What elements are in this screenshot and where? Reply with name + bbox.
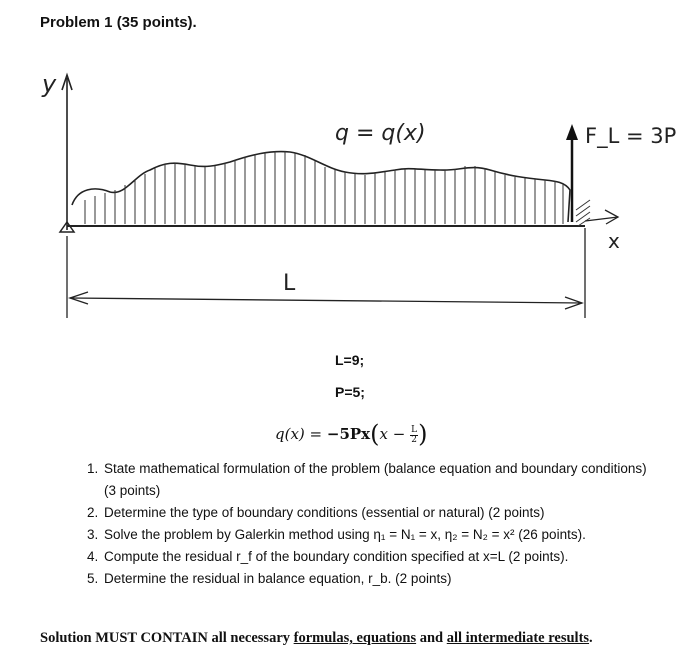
y-axis-label: y — [42, 70, 57, 98]
formula-x: x — [379, 425, 388, 443]
load-hatching — [85, 151, 563, 224]
end-force-arrowhead — [566, 124, 578, 140]
x-axis-label: x — [608, 229, 620, 253]
footer-suffix: . — [589, 630, 593, 646]
fraction-numerator: L — [411, 424, 418, 435]
footer-results: all intermediate results — [446, 630, 590, 646]
solution-requirement — [40, 630, 593, 647]
load-formula — [275, 420, 427, 448]
force-label: F_L = 3P — [585, 124, 677, 148]
param-force: P=5; — [335, 384, 365, 400]
problem-title: Problem 1 (35 points). — [40, 14, 197, 31]
dimension-line — [70, 298, 582, 303]
formula-minus: − — [392, 425, 406, 443]
task-item: 4. Compute the residual r_f of the boundary condition specified at x=L (2 points). — [102, 546, 662, 568]
task-item: 3. Solve the problem by Galerkin method using η₁ = N₁ = x, η₂ = N₂ = x² (26 points). — [102, 524, 662, 546]
task-item: 2. Determine the type of boundary conditions (essential or natural) (2 points) — [102, 502, 662, 524]
task-item: 1. State mathematical formulation of the problem (balance equation and boundary conditions) (3 points) — [102, 458, 662, 502]
task-list — [80, 458, 662, 590]
formula-coeff: −5Px — [326, 425, 371, 443]
fraction-denominator: 2 — [411, 434, 417, 445]
end-hatching — [576, 200, 590, 226]
task-item: 5. Determine the residual in balance equation, r_b. (2 points) — [102, 568, 662, 590]
param-length: L=9; — [335, 352, 365, 368]
load-label: q = q(x) — [335, 121, 426, 146]
footer-mid: and — [416, 630, 447, 646]
formula-paren-open: ( — [370, 420, 380, 448]
footer-formulas: formulas, equations — [293, 630, 417, 646]
formula-lhs: q(x) = — [275, 425, 323, 443]
formula-fraction — [410, 426, 418, 445]
formula-paren-close: ) — [418, 420, 428, 448]
footer-prefix: Solution MUST CONTAIN all necessary — [40, 630, 294, 646]
length-label: L — [283, 271, 296, 296]
